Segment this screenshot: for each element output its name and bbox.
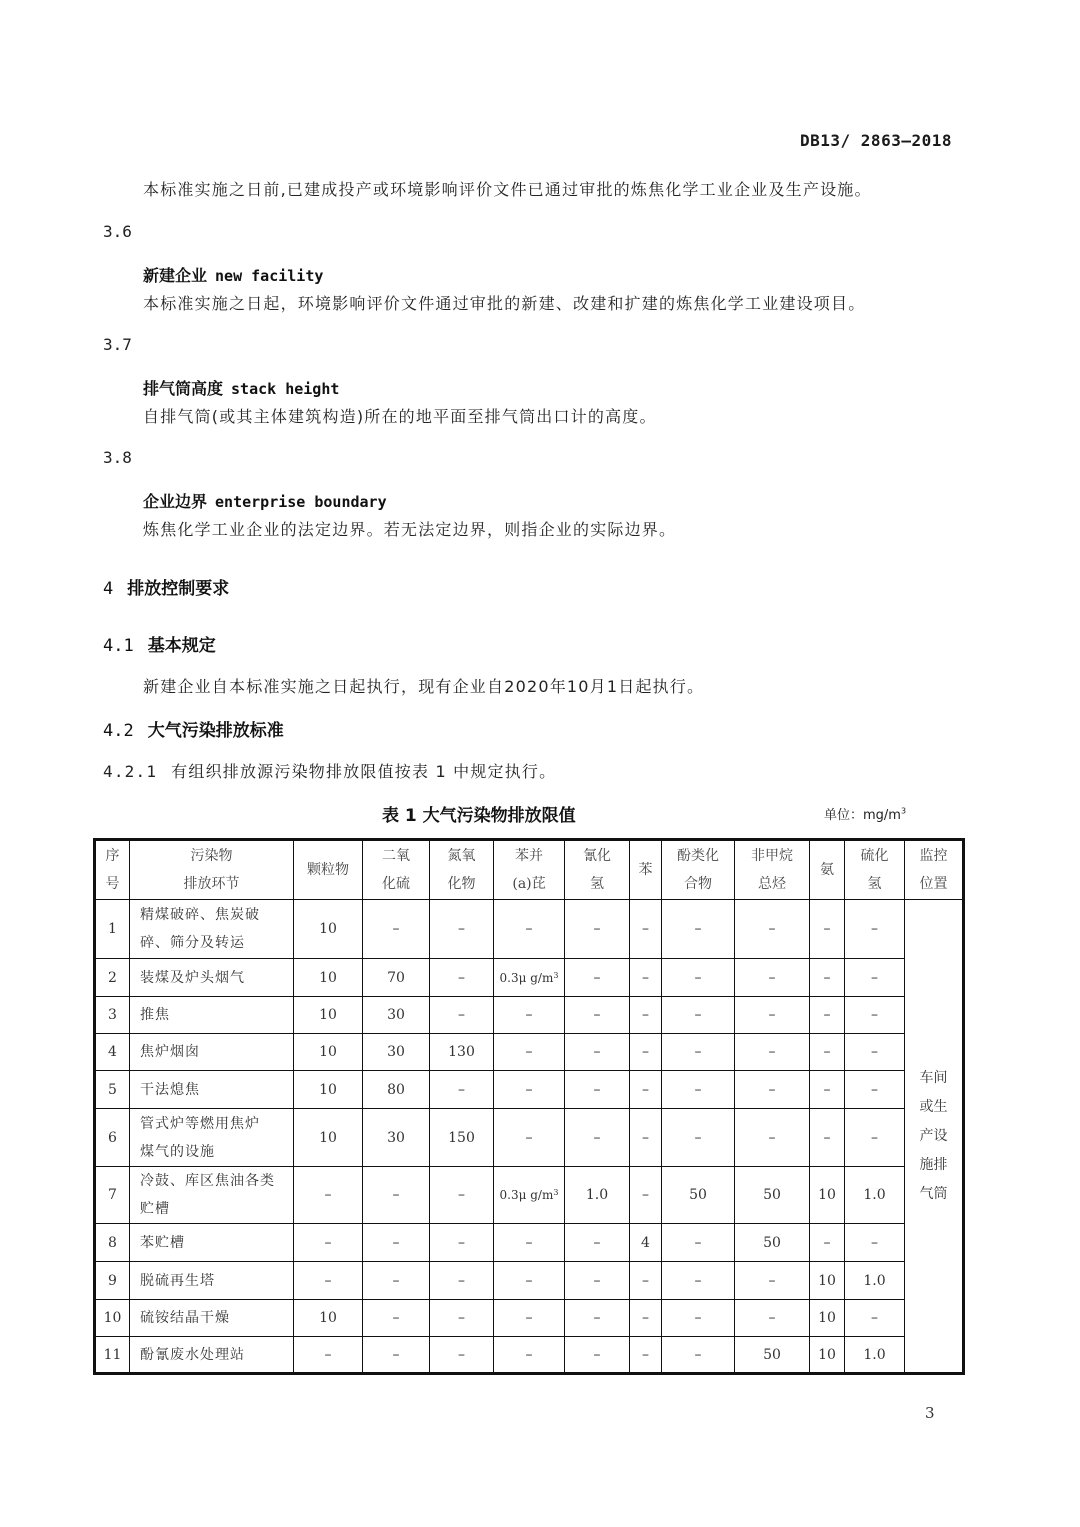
header-location: 监控 位置 — [905, 840, 964, 900]
cell-benzene: – — [630, 1337, 662, 1374]
cell-nmhc: – — [735, 1034, 810, 1071]
cell-benzene: 4 — [630, 1224, 662, 1262]
cell-phenols: – — [662, 997, 735, 1034]
cell-benzopyrene: – — [494, 1224, 565, 1262]
cell-benzopyrene: – — [494, 1262, 565, 1300]
cell-seq: 5 — [95, 1071, 130, 1109]
cell-nox: – — [430, 1300, 494, 1337]
definition-3-7: 自排气筒(或其主体建筑构造)所在的地平面至排气筒出口计的高度。 — [143, 407, 657, 426]
header-particulate: 颗粒物 — [294, 840, 363, 900]
cell-benzopyrene: – — [494, 997, 565, 1034]
cell-hcn: – — [565, 959, 630, 997]
cell-seq: 4 — [95, 1034, 130, 1071]
page-number: 3 — [925, 1404, 935, 1422]
cell-h2s: – — [845, 1034, 905, 1071]
cell-h2s: – — [845, 1109, 905, 1167]
cell-benzene: – — [630, 959, 662, 997]
cell-hcn: – — [565, 1300, 630, 1337]
cell-ammonia: – — [810, 1071, 845, 1109]
cell-h2s: – — [845, 997, 905, 1034]
cell-benzene: – — [630, 1167, 662, 1224]
header-ammonia: 氨 — [810, 840, 845, 900]
cell-benzene: – — [630, 1071, 662, 1109]
unit-label: 单位：mg/m — [824, 808, 901, 823]
cell-h2s: 1.0 — [845, 1167, 905, 1224]
header-hcn: 氰化 氢 — [565, 840, 630, 900]
term-3-6 — [143, 263, 323, 286]
cell-ammonia: – — [810, 997, 845, 1034]
header-seq: 序 号 — [95, 840, 130, 900]
table-caption: 表 1 大气污染物排放限值 — [382, 806, 576, 826]
cell-ammonia: 10 — [810, 1300, 845, 1337]
cell-nmhc: 50 — [735, 1224, 810, 1262]
cell-ammonia: 10 — [810, 1337, 845, 1374]
cell-nmhc: 50 — [735, 1167, 810, 1224]
cell-ammonia: – — [810, 1034, 845, 1071]
cell-phenols: – — [662, 1034, 735, 1071]
header-benzene: 苯 — [630, 840, 662, 900]
term-3-8 — [143, 489, 387, 512]
cell-benzopyrene: – — [494, 1109, 565, 1167]
cell-nox: – — [430, 1262, 494, 1300]
cell-so2: 80 — [363, 1071, 430, 1109]
cell-phenols: – — [662, 1109, 735, 1167]
intro-paragraph: 本标准实施之日前,已建成投产或环境影响评价文件已通过审批的炼焦化学工业企业及生产设施。 — [143, 180, 872, 199]
cell-hcn: – — [565, 1337, 630, 1374]
heading-title: 基本规定 — [147, 636, 216, 656]
cell-source: 硫铵结晶干燥 — [130, 1300, 294, 1337]
header-phenols: 酚类化 合物 — [662, 840, 735, 900]
table-row — [95, 1034, 964, 1071]
heading-number: 4.1 — [103, 636, 134, 656]
emission-limits-table — [93, 838, 965, 1375]
header-benzopyrene: 苯并 (a)芘 — [494, 840, 565, 900]
cell-hcn: – — [565, 997, 630, 1034]
cell-seq: 1 — [95, 900, 130, 959]
cell-benzopyrene: – — [494, 1071, 565, 1109]
table-row — [95, 1262, 964, 1300]
cell-so2: – — [363, 1337, 430, 1374]
table-header-row — [95, 840, 964, 900]
cell-source: 管式炉等燃用焦炉 煤气的设施 — [130, 1109, 294, 1167]
cell-benzopyrene: – — [494, 900, 565, 959]
cell-particulate: – — [294, 1337, 363, 1374]
section-number-3-8: 3.8 — [103, 448, 132, 467]
cell-seq: 8 — [95, 1224, 130, 1262]
cell-nox: – — [430, 1071, 494, 1109]
cell-seq: 6 — [95, 1109, 130, 1167]
clause-text: 有组织排放源污染物排放限值按表 1 中规定执行。 — [171, 762, 557, 781]
cell-so2: – — [363, 900, 430, 959]
heading-number: 4.2 — [103, 721, 134, 741]
table-unit — [824, 804, 906, 823]
definition-3-8: 炼焦化学工业企业的法定边界。若无法定边界，则指企业的实际边界。 — [143, 520, 677, 539]
table-row — [95, 1071, 964, 1109]
cell-source: 干法熄焦 — [130, 1071, 294, 1109]
definition-3-6: 本标准实施之日起，环境影响评价文件通过审批的新建、改建和扩建的炼焦化学工业建设项目。 — [143, 294, 866, 313]
cell-benzopyrene: 0.3μ $g/m^3$ — [494, 1167, 565, 1224]
cell-hcn: – — [565, 1034, 630, 1071]
cell-particulate: 10 — [294, 1109, 363, 1167]
cell-nox: – — [430, 1167, 494, 1224]
table-row — [95, 1300, 964, 1337]
cell-particulate: 10 — [294, 997, 363, 1034]
cell-particulate: 10 — [294, 1071, 363, 1109]
cell-nox: – — [430, 1224, 494, 1262]
cell-benzopyrene: 0.3μ $g/m^3$ — [494, 959, 565, 997]
cell-ammonia: 10 — [810, 1262, 845, 1300]
cell-hcn: – — [565, 1109, 630, 1167]
cell-so2: 30 — [363, 1034, 430, 1071]
cell-benzopyrene: – — [494, 1337, 565, 1374]
cell-hcn: – — [565, 900, 630, 959]
table-row — [95, 1337, 964, 1374]
cell-nmhc: 50 — [735, 1337, 810, 1374]
cell-so2: 30 — [363, 1109, 430, 1167]
cell-ammonia: – — [810, 900, 845, 959]
cell-particulate: – — [294, 1262, 363, 1300]
cell-nox: 150 — [430, 1109, 494, 1167]
cell-benzene: – — [630, 1034, 662, 1071]
heading-4-1 — [103, 631, 216, 656]
term-cn: 排气筒高度 — [143, 379, 224, 398]
cell-nmhc: – — [735, 1262, 810, 1300]
heading-4 — [103, 574, 229, 599]
cell-h2s: – — [845, 1300, 905, 1337]
cell-seq: 2 — [95, 959, 130, 997]
cell-particulate: – — [294, 1167, 363, 1224]
cell-ammonia: – — [810, 1109, 845, 1167]
cell-hcn: 1.0 — [565, 1167, 630, 1224]
table-row — [95, 1167, 964, 1224]
cell-nmhc: – — [735, 1071, 810, 1109]
cell-nox: – — [430, 959, 494, 997]
cell-phenols: – — [662, 1337, 735, 1374]
cell-nmhc: – — [735, 1109, 810, 1167]
cell-hcn: – — [565, 1262, 630, 1300]
document-number: DB13/ 2863—2018 — [800, 131, 952, 150]
term-en: stack height — [231, 380, 340, 398]
term-en: new facility — [215, 267, 324, 285]
cell-hcn: – — [565, 1071, 630, 1109]
cell-nox: – — [430, 1337, 494, 1374]
heading-title: 大气污染排放标准 — [147, 721, 284, 741]
cell-phenols: – — [662, 1300, 735, 1337]
header-source: 污染物 排放环节 — [130, 840, 294, 900]
cell-so2: – — [363, 1167, 430, 1224]
cell-source: 苯贮槽 — [130, 1224, 294, 1262]
table-row — [95, 900, 964, 959]
cell-h2s: 1.0 — [845, 1337, 905, 1374]
cell-phenols: – — [662, 1071, 735, 1109]
cell-phenols: – — [662, 900, 735, 959]
cell-nox: – — [430, 997, 494, 1034]
cell-phenols: 50 — [662, 1167, 735, 1224]
header-nox: 氮氧 化物 — [430, 840, 494, 900]
cell-ammonia: – — [810, 959, 845, 997]
table-row — [95, 1224, 964, 1262]
cell-so2: – — [363, 1262, 430, 1300]
heading-number: 4 — [103, 579, 114, 599]
cell-ammonia: – — [810, 1224, 845, 1262]
cell-h2s: – — [845, 1224, 905, 1262]
cell-seq: 3 — [95, 997, 130, 1034]
unit-superscript: 3 — [900, 806, 907, 816]
table-row — [95, 997, 964, 1034]
table-row — [95, 959, 964, 997]
cell-benzene: – — [630, 1300, 662, 1337]
cell-nox: – — [430, 900, 494, 959]
term-3-7 — [143, 376, 339, 399]
cell-so2: – — [363, 1224, 430, 1262]
cell-phenols: – — [662, 1224, 735, 1262]
cell-so2: – — [363, 1300, 430, 1337]
cell-seq: 7 — [95, 1167, 130, 1224]
cell-source: 酚氰废水处理站 — [130, 1337, 294, 1374]
cell-phenols: – — [662, 959, 735, 997]
cell-particulate: 10 — [294, 900, 363, 959]
term-cn: 企业边界 — [143, 492, 208, 511]
cell-seq: 11 — [95, 1337, 130, 1374]
cell-hcn: – — [565, 1224, 630, 1262]
cell-source: 装煤及炉头烟气 — [130, 959, 294, 997]
cell-benzene: – — [630, 1109, 662, 1167]
cell-particulate: 10 — [294, 1300, 363, 1337]
term-cn: 新建企业 — [143, 266, 208, 285]
cell-h2s: 1.0 — [845, 1262, 905, 1300]
cell-source: 冷鼓、库区焦油各类 贮槽 — [130, 1167, 294, 1224]
cell-phenols: – — [662, 1262, 735, 1300]
clause-number: 4.2.1 — [103, 762, 158, 781]
paragraph-4-1: 新建企业自本标准实施之日起执行，现有企业自2020年10月1日起执行。 — [143, 677, 705, 696]
cell-benzopyrene: – — [494, 1300, 565, 1337]
cell-h2s: – — [845, 900, 905, 959]
cell-seq: 10 — [95, 1300, 130, 1337]
heading-4-2 — [103, 716, 284, 741]
cell-nmhc: – — [735, 959, 810, 997]
heading-title: 排放控制要求 — [127, 579, 230, 599]
cell-benzene: – — [630, 1262, 662, 1300]
cell-nmhc: – — [735, 1300, 810, 1337]
cell-seq: 9 — [95, 1262, 130, 1300]
cell-benzopyrene: – — [494, 1034, 565, 1071]
cell-particulate: 10 — [294, 1034, 363, 1071]
cell-so2: 30 — [363, 997, 430, 1034]
cell-so2: 70 — [363, 959, 430, 997]
cell-h2s: – — [845, 959, 905, 997]
cell-monitoring-location: 车间 或生 产设 施排 气筒 — [905, 900, 964, 1374]
cell-nox: 130 — [430, 1034, 494, 1071]
cell-ammonia: 10 — [810, 1167, 845, 1224]
cell-nmhc: – — [735, 900, 810, 959]
cell-source: 精煤破碎、焦炭破 碎、筛分及转运 — [130, 900, 294, 959]
term-en: enterprise boundary — [215, 493, 387, 511]
cell-benzene: – — [630, 997, 662, 1034]
cell-source: 焦炉烟囱 — [130, 1034, 294, 1071]
cell-source: 推焦 — [130, 997, 294, 1034]
section-number-3-6: 3.6 — [103, 222, 132, 241]
header-so2: 二氧 化硫 — [363, 840, 430, 900]
cell-source: 脱硫再生塔 — [130, 1262, 294, 1300]
cell-nmhc: – — [735, 997, 810, 1034]
table-row — [95, 1109, 964, 1167]
cell-h2s: – — [845, 1071, 905, 1109]
header-nmhc: 非甲烷 总烃 — [735, 840, 810, 900]
cell-benzene: – — [630, 900, 662, 959]
cell-particulate: 10 — [294, 959, 363, 997]
cell-particulate: – — [294, 1224, 363, 1262]
section-number-3-7: 3.7 — [103, 335, 132, 354]
paragraph-4-2-1 — [103, 759, 556, 782]
header-h2s: 硫化 氢 — [845, 840, 905, 900]
